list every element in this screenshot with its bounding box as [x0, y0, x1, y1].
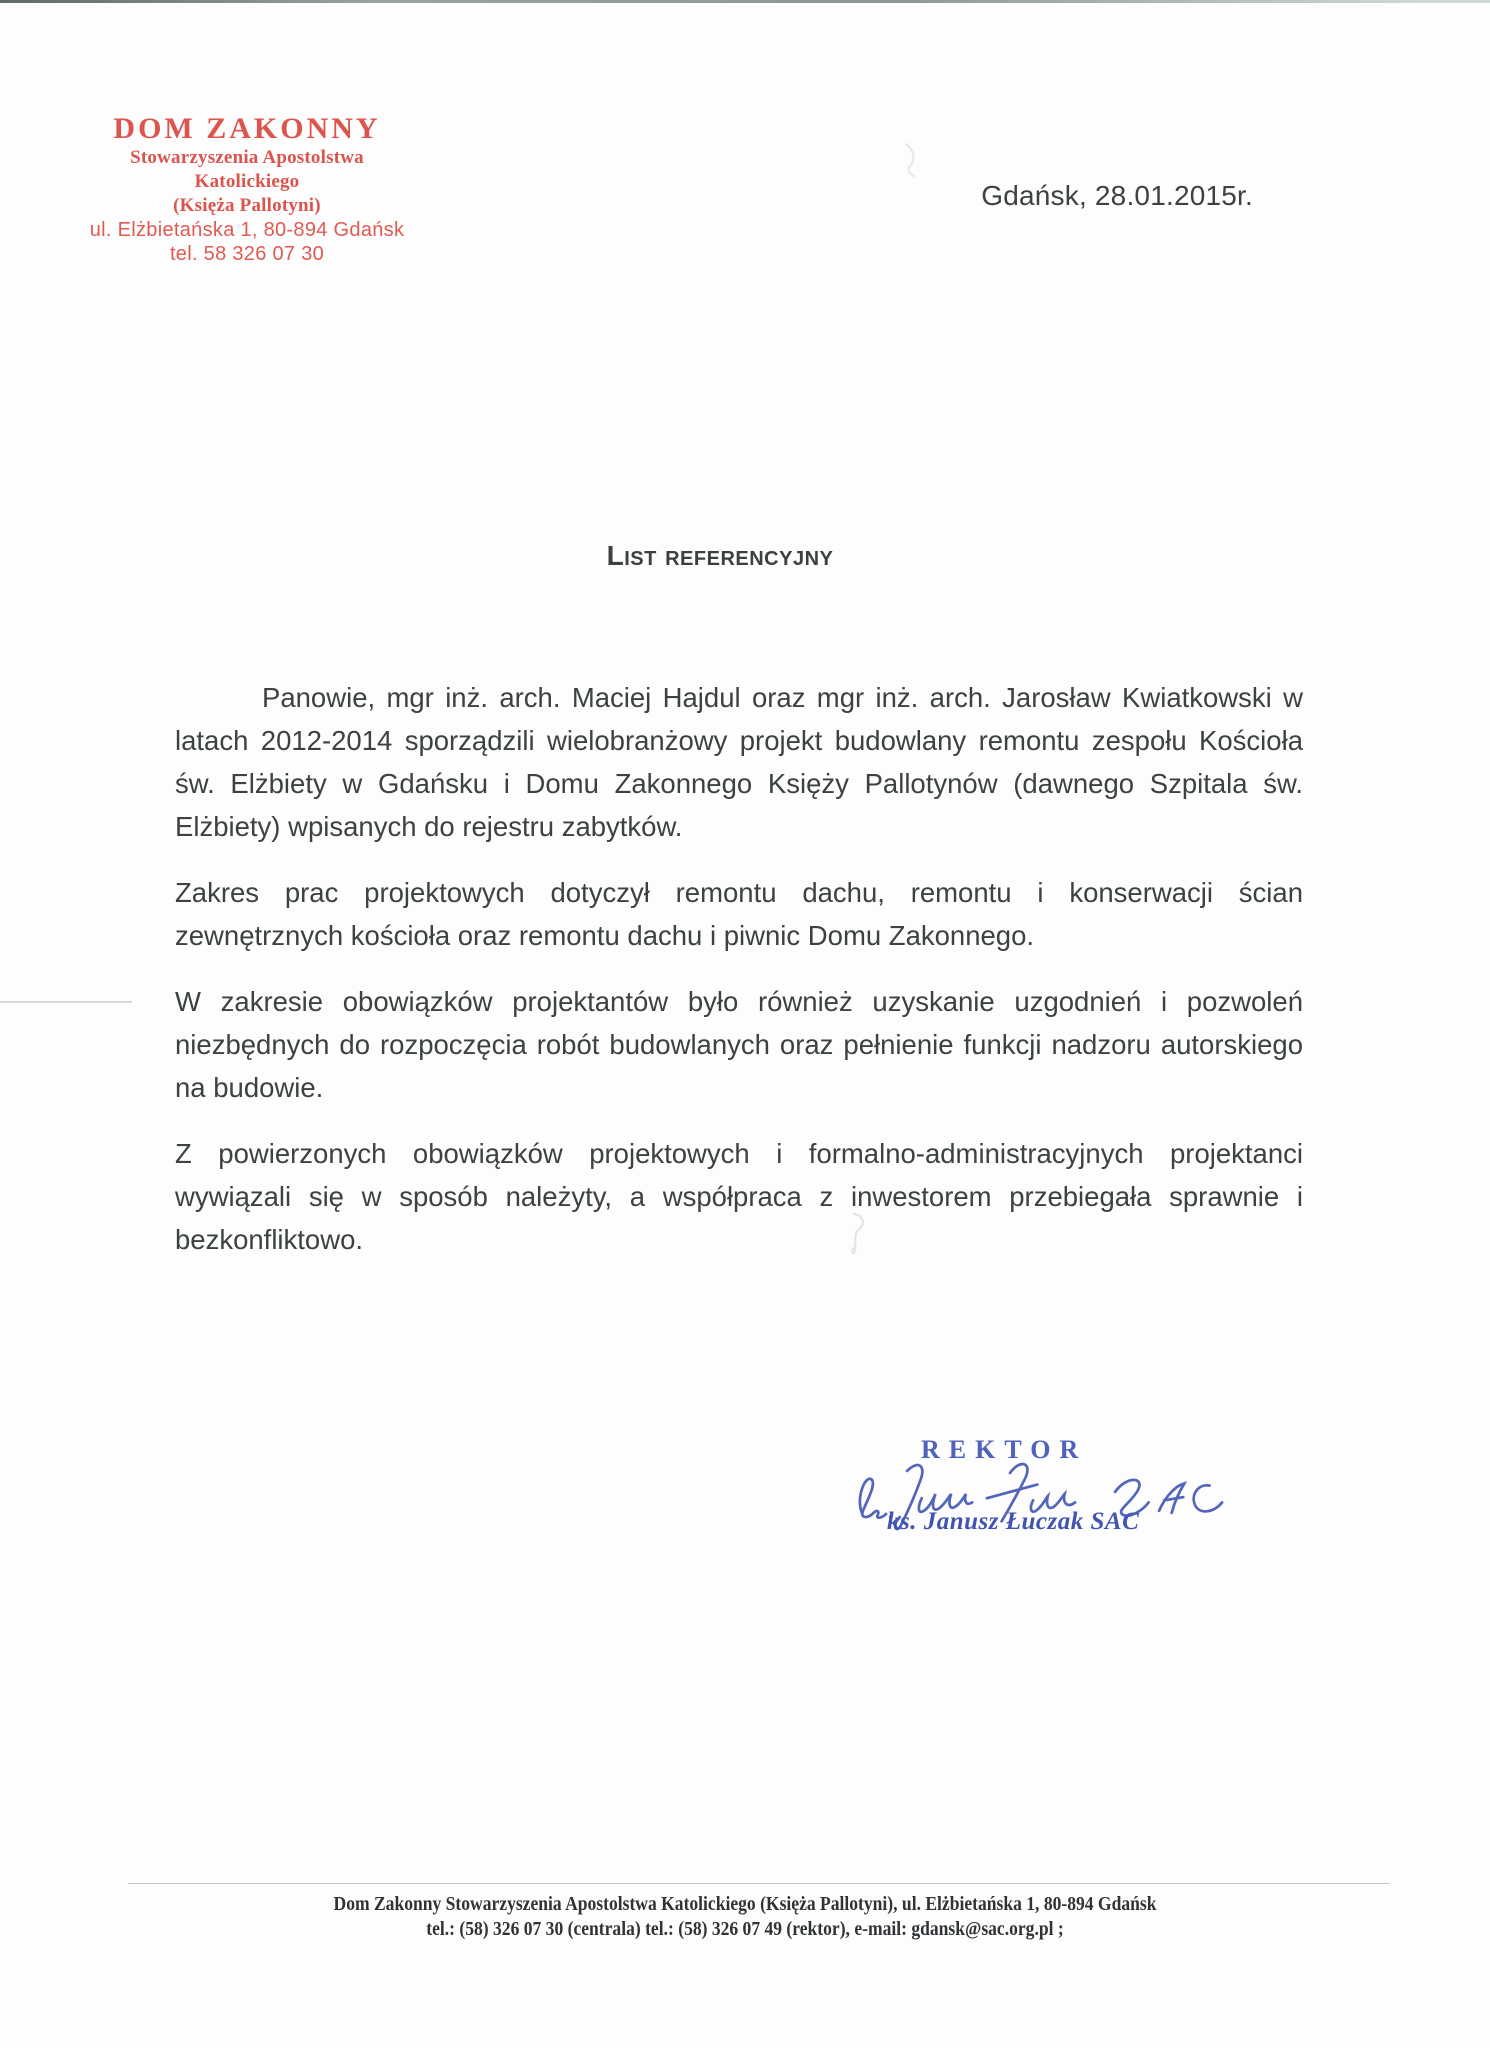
footer-divider [128, 1883, 1390, 1884]
signature-name-stamp: ks. Janusz Łuczak SAC [887, 1508, 1140, 1535]
footer-contact-line: tel.: (58) 326 07 30 (centrala) tel.: (58) 326 07 49 (rektor), e-mail: gdansk@sac.org.pl ; [426, 1919, 1064, 1940]
letterhead-stamp [86, 112, 408, 266]
paragraph: W zakresie obowiązków projektantów było również uzyskanie uzgodnień i pozwoleń niezbędnych do rozpoczęcia robót budowlanych oraz pełnienie funkcji nadzoru autorskiego na budowie. [175, 986, 1303, 1103]
scan-line-artifact [0, 1001, 132, 1003]
scan-smudge-artifact [900, 140, 924, 180]
document-title: List referencyjny [606, 540, 834, 571]
letterhead-org-subtitle2: (Księża Pallotyni) [173, 195, 321, 216]
signature-role-stamp: REKTOR [921, 1435, 1088, 1464]
scan-edge-artifact [0, 0, 1490, 3]
paragraph: Z powierzonych obowiązków projektowych i formalno-administracyjnych projektanci wywiązali się w sposób należyty, a współpraca z inwestorem przebiegała sprawnie i bezkonfliktowo. [175, 1138, 1303, 1255]
date-line: Gdańsk, 28.01.2015r. [981, 180, 1253, 211]
letter-body [175, 676, 1303, 1284]
paragraph: Zakres prac projektowych dotyczył remontu dachu, remontu i konserwacji ścian zewnętrznych kościoła oraz remontu dachu i piwnic Domu Zakonnego. [175, 877, 1303, 951]
footer [0, 1892, 1490, 1942]
letterhead-phone: tel. 58 326 07 30 [169, 243, 325, 265]
letterhead-org-subtitle: Stowarzyszenia Apostolstwa Katolickiego [130, 147, 364, 192]
paragraph: Panowie, mgr inż. arch. Maciej Hajdul oraz mgr inż. arch. Jarosław Kwiatkowski w latach 2012-2014 sporządzili wielobranżowy projekt budowlany remontu zespołu Kościoła św. Elżbiety w Gdańsku i Domu Zakonnego Księży Pallotynów (dawnego Szpitala św. Elżbiety) wpisanych do rejestru zabytków. [175, 682, 1303, 842]
footer-address-line: Dom Zakonny Stowarzyszenia Apostolstwa Katolickiego (Księża Pallotyni), ul. Elżbietańska 1, 80-894 Gdańsk [333, 1894, 1157, 1915]
letterhead-address: ul. Elżbietańska 1, 80-894 Gdańsk [89, 219, 405, 241]
letterhead-org-name: DOM ZAKONNY [113, 112, 381, 145]
